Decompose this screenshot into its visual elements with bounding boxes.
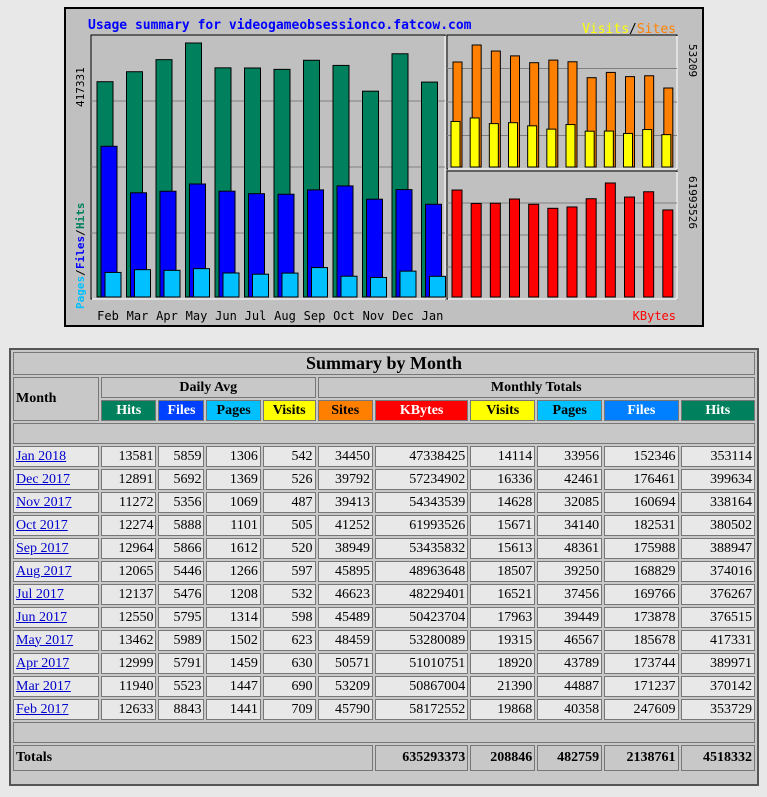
total-hits: 4518332 <box>681 745 755 771</box>
bar-visits <box>547 129 556 167</box>
bar-pages <box>223 273 239 297</box>
total-kbytes: 635293373 <box>375 745 468 771</box>
value-cell: 690 <box>263 676 316 697</box>
table-row <box>13 607 755 628</box>
value-cell: 57234902 <box>375 469 468 490</box>
total-pages: 482759 <box>537 745 602 771</box>
legend-hits: Hits <box>74 203 87 230</box>
summary-table-panel <box>9 348 759 786</box>
value-cell: 19868 <box>470 699 535 720</box>
month-link[interactable]: Apr 2017 <box>16 655 70 671</box>
value-cell: 37456 <box>537 584 602 605</box>
value-cell: 41252 <box>318 515 373 536</box>
value-cell: 5523 <box>158 676 204 697</box>
month-axis-label: Jul <box>244 309 267 323</box>
legend-visits: Visits <box>582 22 630 37</box>
month-axis-label: May <box>185 309 208 323</box>
value-cell: 54343539 <box>375 492 468 513</box>
value-cell: 50423704 <box>375 607 468 628</box>
month-link[interactable]: Sep 2017 <box>16 540 69 556</box>
value-cell: 50867004 <box>375 676 468 697</box>
month-link[interactable]: Jun 2017 <box>16 609 67 625</box>
value-cell: 5791 <box>158 653 204 674</box>
month-axis-label: Dec <box>392 309 414 323</box>
totals-label: Totals <box>13 745 373 771</box>
value-cell: 376515 <box>681 607 755 628</box>
month-link[interactable]: May 2017 <box>16 632 74 648</box>
bar-kbytes <box>452 190 462 297</box>
value-cell: 532 <box>263 584 316 605</box>
value-cell: 542 <box>263 446 316 467</box>
value-cell: 520 <box>263 538 316 559</box>
value-cell: 12274 <box>101 515 156 536</box>
bar-visits <box>624 133 633 167</box>
value-cell: 40358 <box>537 699 602 720</box>
month-cell <box>13 446 99 467</box>
bar-pages <box>194 269 210 297</box>
bar-pages <box>135 270 151 297</box>
value-cell: 526 <box>263 469 316 490</box>
value-cell: 1306 <box>206 446 260 467</box>
bar-visits <box>585 131 594 167</box>
value-cell: 5795 <box>158 607 204 628</box>
value-cell: 374016 <box>681 561 755 582</box>
value-cell: 39449 <box>537 607 602 628</box>
month-cell <box>13 607 99 628</box>
value-cell: 39792 <box>318 469 373 490</box>
value-cell: 15671 <box>470 515 535 536</box>
month-link[interactable]: Oct 2017 <box>16 517 68 533</box>
total-visits: 208846 <box>470 745 535 771</box>
table-row <box>13 446 755 467</box>
daily-avg-header: Daily Avg <box>101 377 316 398</box>
value-cell: 48361 <box>537 538 602 559</box>
bar-visits <box>509 123 518 167</box>
bar-pages <box>371 277 387 297</box>
value-cell: 1369 <box>206 469 260 490</box>
value-cell: 1266 <box>206 561 260 582</box>
bar-visits <box>528 126 537 167</box>
value-cell: 12891 <box>101 469 156 490</box>
bar-kbytes <box>586 199 596 297</box>
value-cell: 45895 <box>318 561 373 582</box>
month-cell <box>13 676 99 697</box>
bar-kbytes <box>529 204 539 297</box>
legend-pages: Pages <box>74 275 87 309</box>
table-row <box>13 561 755 582</box>
value-cell: 12999 <box>101 653 156 674</box>
value-cell: 34140 <box>537 515 602 536</box>
value-cell: 630 <box>263 653 316 674</box>
table-row <box>13 630 755 651</box>
value-cell: 48963648 <box>375 561 468 582</box>
right-top-axis-max: 53209 <box>686 44 699 78</box>
month-cell <box>13 492 99 513</box>
value-cell: 171237 <box>604 676 678 697</box>
bar-kbytes <box>490 203 500 297</box>
right-bottom-axis-max: 61993526 <box>686 176 699 229</box>
value-cell: 389971 <box>681 653 755 674</box>
bar-pages <box>430 276 446 297</box>
month-link[interactable]: Feb 2017 <box>16 701 69 717</box>
bar-visits <box>566 125 575 167</box>
month-cell <box>13 515 99 536</box>
value-cell: 1101 <box>206 515 260 536</box>
col-total-files: Files <box>604 400 678 421</box>
value-cell: 1447 <box>206 676 260 697</box>
table-row <box>13 515 755 536</box>
month-axis-label: Feb <box>97 309 119 323</box>
legend-kbytes: KBytes <box>632 309 676 323</box>
bar-visits <box>470 118 479 167</box>
value-cell: 21390 <box>470 676 535 697</box>
bar-pages <box>312 268 328 297</box>
month-axis-label: Mar <box>126 309 149 323</box>
value-cell: 176461 <box>604 469 678 490</box>
month-axis-label: Jan <box>421 309 444 323</box>
value-cell: 338164 <box>681 492 755 513</box>
value-cell: 399634 <box>681 469 755 490</box>
value-cell: 11940 <box>101 676 156 697</box>
bar-kbytes <box>663 210 673 297</box>
value-cell: 34450 <box>318 446 373 467</box>
month-link[interactable]: Jan 2018 <box>16 448 67 464</box>
table-title: Summary by Month <box>13 352 755 375</box>
value-cell: 5356 <box>158 492 204 513</box>
value-cell: 173878 <box>604 607 678 628</box>
table-row <box>13 584 755 605</box>
value-cell: 17963 <box>470 607 535 628</box>
value-cell: 47338425 <box>375 446 468 467</box>
col-daily-files: Files <box>158 400 204 421</box>
value-cell: 5859 <box>158 446 204 467</box>
value-cell: 376267 <box>681 584 755 605</box>
month-cell <box>13 469 99 490</box>
month-link[interactable]: Nov 2017 <box>16 494 72 510</box>
value-cell: 19315 <box>470 630 535 651</box>
value-cell: 5866 <box>158 538 204 559</box>
bar-kbytes <box>471 203 481 297</box>
value-cell: 61993526 <box>375 515 468 536</box>
value-cell: 43789 <box>537 653 602 674</box>
value-cell: 45790 <box>318 699 373 720</box>
value-cell: 1069 <box>206 492 260 513</box>
value-cell: 53435832 <box>375 538 468 559</box>
value-cell: 1612 <box>206 538 260 559</box>
month-cell <box>13 584 99 605</box>
bar-pages <box>253 274 269 297</box>
chart-legend-pages-files-hits: Pages / Files / Hits <box>74 159 90 309</box>
value-cell: 44887 <box>537 676 602 697</box>
value-cell: 5989 <box>158 630 204 651</box>
value-cell: 13581 <box>101 446 156 467</box>
value-cell: 487 <box>263 492 316 513</box>
left-axis-max: 417331 <box>74 67 87 107</box>
legend-sites: Sites <box>636 22 676 37</box>
bar-pages <box>282 273 298 297</box>
value-cell: 175988 <box>604 538 678 559</box>
value-cell: 12964 <box>101 538 156 559</box>
value-cell: 505 <box>263 515 316 536</box>
value-cell: 14628 <box>470 492 535 513</box>
value-cell: 1459 <box>206 653 260 674</box>
usage-chart <box>64 7 704 327</box>
value-cell: 353114 <box>681 446 755 467</box>
value-cell: 53280089 <box>375 630 468 651</box>
value-cell: 12550 <box>101 607 156 628</box>
col-daily-hits: Hits <box>101 400 156 421</box>
value-cell: 1502 <box>206 630 260 651</box>
table-row <box>13 538 755 559</box>
chart-title: Usage summary for videogameobsessionco.fatcow.com <box>88 18 472 33</box>
bar-kbytes <box>625 197 635 297</box>
value-cell: 42461 <box>537 469 602 490</box>
month-cell <box>13 653 99 674</box>
bar-pages <box>164 270 180 297</box>
month-cell <box>13 699 99 720</box>
table-body <box>13 446 755 720</box>
value-cell: 32085 <box>537 492 602 513</box>
bar-pages <box>400 271 416 297</box>
month-link[interactable]: Dec 2017 <box>16 471 71 487</box>
value-cell: 13462 <box>101 630 156 651</box>
table-row <box>13 676 755 697</box>
month-link[interactable]: Mar 2017 <box>16 678 71 694</box>
value-cell: 45489 <box>318 607 373 628</box>
value-cell: 173744 <box>604 653 678 674</box>
month-axis-label: Apr <box>156 309 178 323</box>
chart-legend-visits-sites <box>582 22 676 37</box>
value-cell: 597 <box>263 561 316 582</box>
bar-pages <box>341 276 357 297</box>
totals-row <box>13 745 755 771</box>
value-cell: 8843 <box>158 699 204 720</box>
value-cell: 1208 <box>206 584 260 605</box>
month-link[interactable]: Jul 2017 <box>16 586 64 602</box>
value-cell: 5888 <box>158 515 204 536</box>
value-cell: 247609 <box>604 699 678 720</box>
value-cell: 388947 <box>681 538 755 559</box>
table-row <box>13 699 755 720</box>
col-daily-pages: Pages <box>206 400 260 421</box>
value-cell: 353729 <box>681 699 755 720</box>
bar-pages <box>105 272 121 297</box>
col-total-visits: Visits <box>470 400 535 421</box>
value-cell: 623 <box>263 630 316 651</box>
month-cell <box>13 561 99 582</box>
bar-kbytes <box>567 207 577 297</box>
value-cell: 5446 <box>158 561 204 582</box>
value-cell: 182531 <box>604 515 678 536</box>
value-cell: 46623 <box>318 584 373 605</box>
value-cell: 18920 <box>470 653 535 674</box>
value-cell: 709 <box>263 699 316 720</box>
value-cell: 12633 <box>101 699 156 720</box>
value-cell: 152346 <box>604 446 678 467</box>
value-cell: 5476 <box>158 584 204 605</box>
table-row <box>13 469 755 490</box>
value-cell: 380502 <box>681 515 755 536</box>
total-files: 2138761 <box>604 745 678 771</box>
month-link[interactable]: Aug 2017 <box>16 563 72 579</box>
value-cell: 1441 <box>206 699 260 720</box>
bar-visits <box>662 135 671 167</box>
month-column-header: Month <box>13 377 99 421</box>
legend-separator: / <box>629 22 637 37</box>
value-cell: 39413 <box>318 492 373 513</box>
month-axis-label: Aug <box>274 309 296 323</box>
bar-kbytes <box>510 199 520 297</box>
month-cell <box>13 630 99 651</box>
value-cell: 50571 <box>318 653 373 674</box>
value-cell: 598 <box>263 607 316 628</box>
value-cell: 46567 <box>537 630 602 651</box>
col-total-hits: Hits <box>681 400 755 421</box>
col-total-sites: Sites <box>318 400 373 421</box>
col-total-pages: Pages <box>537 400 602 421</box>
bar-visits <box>451 121 460 167</box>
value-cell: 53209 <box>318 676 373 697</box>
bar-visits <box>604 131 613 167</box>
value-cell: 160694 <box>604 492 678 513</box>
bar-kbytes <box>605 183 615 297</box>
table-row <box>13 653 755 674</box>
month-axis-label: Nov <box>362 309 385 323</box>
value-cell: 33956 <box>537 446 602 467</box>
value-cell: 48229401 <box>375 584 468 605</box>
bar-visits <box>489 124 498 167</box>
value-cell: 5692 <box>158 469 204 490</box>
value-cell: 12137 <box>101 584 156 605</box>
value-cell: 417331 <box>681 630 755 651</box>
value-cell: 18507 <box>470 561 535 582</box>
chart-canvas <box>66 9 702 325</box>
value-cell: 15613 <box>470 538 535 559</box>
value-cell: 1314 <box>206 607 260 628</box>
month-axis-label: Sep <box>303 309 326 323</box>
value-cell: 16336 <box>470 469 535 490</box>
monthly-totals-header: Monthly Totals <box>318 377 756 398</box>
col-total-kbytes: KBytes <box>375 400 468 421</box>
table-row <box>13 492 755 513</box>
value-cell: 370142 <box>681 676 755 697</box>
bar-kbytes <box>644 192 654 297</box>
value-cell: 48459 <box>318 630 373 651</box>
legend-files: Files <box>74 236 87 270</box>
value-cell: 168829 <box>604 561 678 582</box>
value-cell: 185678 <box>604 630 678 651</box>
bar-kbytes <box>548 208 558 297</box>
value-cell: 11272 <box>101 492 156 513</box>
value-cell: 16521 <box>470 584 535 605</box>
summary-by-month-table <box>11 350 757 773</box>
value-cell: 38949 <box>318 538 373 559</box>
month-cell <box>13 538 99 559</box>
value-cell: 58172552 <box>375 699 468 720</box>
value-cell: 169766 <box>604 584 678 605</box>
month-axis-label: Jun <box>215 309 237 323</box>
value-cell: 14114 <box>470 446 535 467</box>
value-cell: 39250 <box>537 561 602 582</box>
month-axis-label: Oct <box>333 309 355 323</box>
bar-visits <box>643 130 652 167</box>
value-cell: 12065 <box>101 561 156 582</box>
col-daily-visits: Visits <box>263 400 316 421</box>
value-cell: 51010751 <box>375 653 468 674</box>
